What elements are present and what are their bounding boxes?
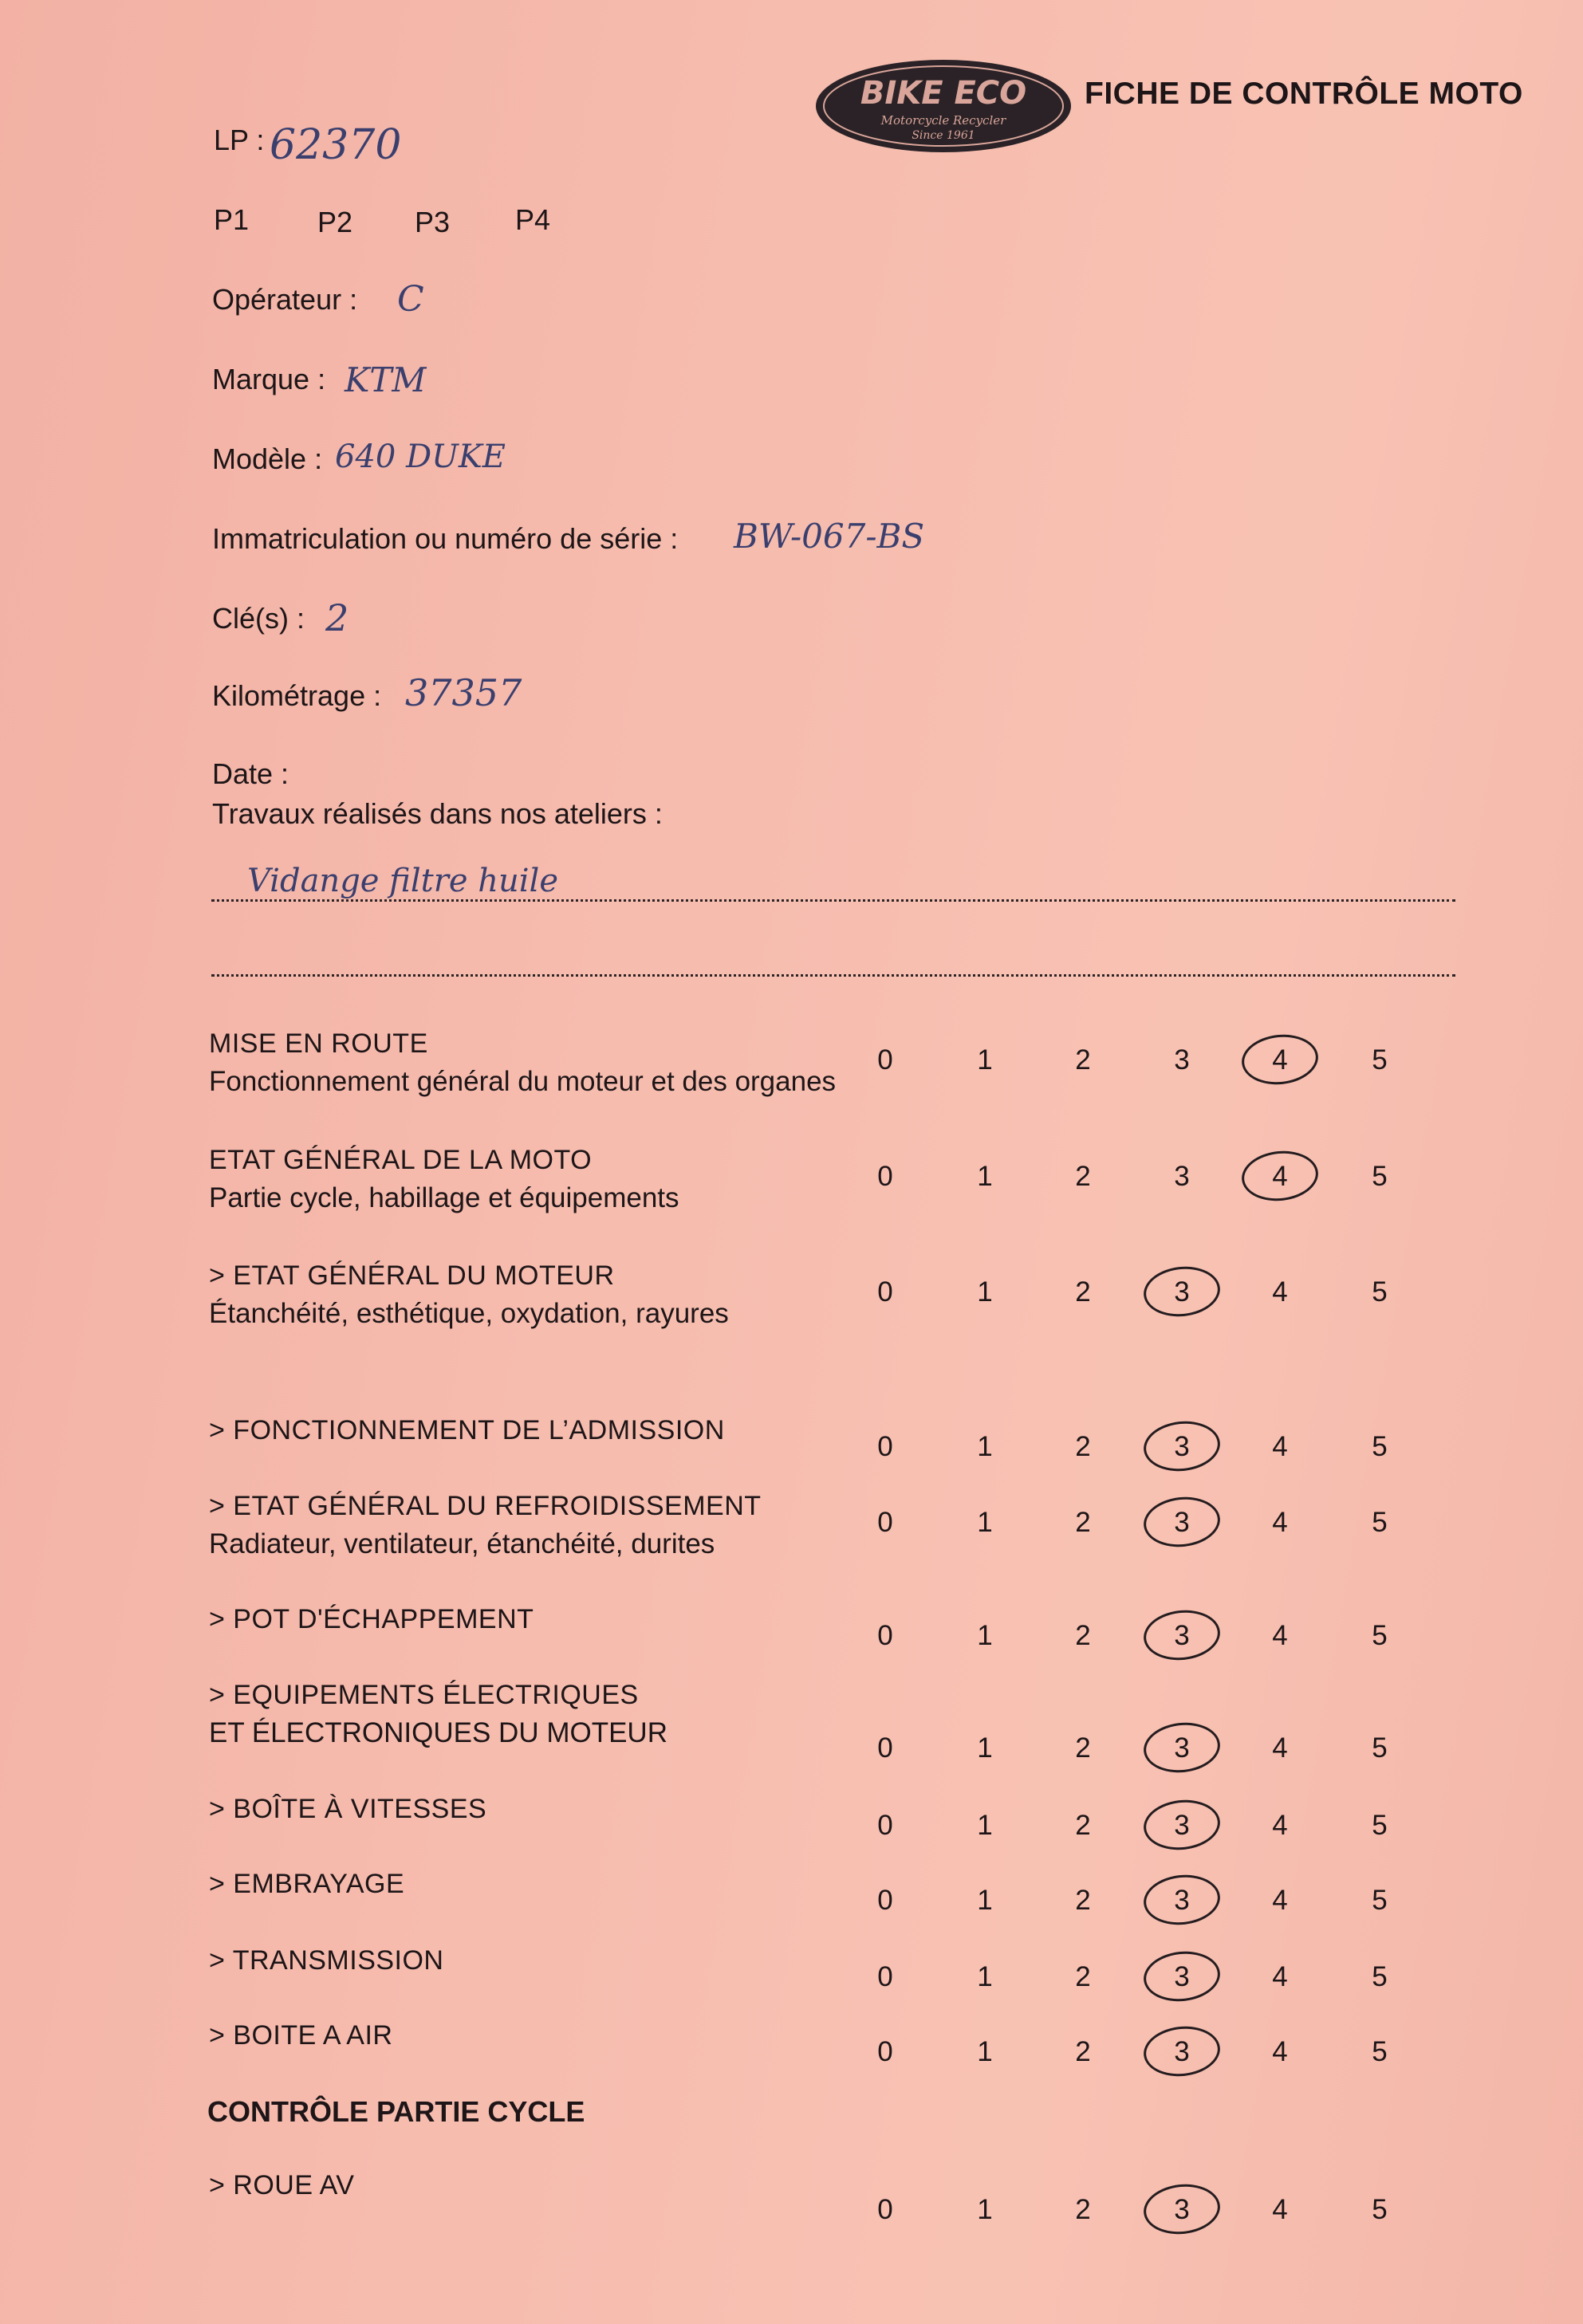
rating-option-4[interactable]: 4 bbox=[1272, 1961, 1288, 1992]
rating-option-3[interactable]: 3 bbox=[1174, 2036, 1190, 2067]
rating-option-1[interactable]: 1 bbox=[977, 1276, 993, 1307]
rating-option-5[interactable]: 5 bbox=[1372, 1732, 1388, 1764]
travaux-field[interactable]: Vidange filtre huile bbox=[247, 863, 559, 899]
rating-option-2[interactable]: 2 bbox=[1075, 1044, 1091, 1075]
rating-option-4[interactable]: 4 bbox=[1272, 1161, 1288, 1192]
rating-option-2[interactable]: 2 bbox=[1075, 1161, 1091, 1192]
rating-option-0[interactable]: 0 bbox=[877, 1885, 893, 1916]
rating-option-2[interactable]: 2 bbox=[1075, 2036, 1091, 2067]
travaux-label: Travaux réalisés dans nos ateliers : bbox=[212, 797, 663, 830]
rating-option-2[interactable]: 2 bbox=[1075, 1961, 1091, 1992]
selected-rating-circle bbox=[1141, 1418, 1223, 1475]
marque-field[interactable]: KTM bbox=[345, 360, 427, 399]
selected-rating-circle bbox=[1141, 1948, 1223, 2005]
rating-subtitle: Radiateur, ventilateur, étanchéité, durites bbox=[209, 1528, 715, 1559]
position-p2[interactable]: P2 bbox=[317, 206, 353, 238]
rating-title: > TRANSMISSION bbox=[209, 1945, 444, 1976]
rating-option-2[interactable]: 2 bbox=[1075, 1620, 1091, 1651]
selected-rating-circle bbox=[1141, 2023, 1223, 2080]
rating-option-5[interactable]: 5 bbox=[1372, 1961, 1388, 1992]
selected-rating-circle bbox=[1141, 1796, 1223, 1854]
rating-subtitle: ET ÉLECTRONIQUES DU MOTEUR bbox=[209, 1717, 667, 1748]
rating-option-4[interactable]: 4 bbox=[1272, 1885, 1288, 1916]
operateur-label: Opérateur : bbox=[212, 283, 358, 316]
selected-rating-circle bbox=[1141, 1606, 1223, 1664]
rating-option-1[interactable]: 1 bbox=[977, 1885, 993, 1916]
rating-option-1[interactable]: 1 bbox=[977, 1161, 993, 1192]
lp-label: LP : bbox=[214, 124, 265, 156]
rating-option-0[interactable]: 0 bbox=[877, 1620, 893, 1651]
rating-option-4[interactable]: 4 bbox=[1272, 1044, 1288, 1075]
rating-title: > POT D'ÉCHAPPEMENT bbox=[209, 1604, 534, 1634]
rating-title: > FONCTIONNEMENT DE L’ADMISSION bbox=[209, 1415, 725, 1445]
rating-option-1[interactable]: 1 bbox=[977, 1620, 993, 1651]
rating-option-5[interactable]: 5 bbox=[1372, 2036, 1388, 2067]
rating-option-3[interactable]: 3 bbox=[1174, 1620, 1190, 1651]
rating-option-0[interactable]: 0 bbox=[877, 1161, 893, 1192]
rating-option-2[interactable]: 2 bbox=[1075, 1507, 1091, 1538]
rating-option-3[interactable]: 3 bbox=[1174, 1431, 1190, 1462]
rating-option-5[interactable]: 5 bbox=[1372, 1431, 1388, 1462]
rating-title: MISE EN ROUTE bbox=[209, 1028, 428, 1059]
rating-option-2[interactable]: 2 bbox=[1075, 1732, 1091, 1764]
rating-title: > BOITE A AIR bbox=[209, 2020, 393, 2051]
modele-label: Modèle : bbox=[212, 442, 323, 475]
rating-option-5[interactable]: 5 bbox=[1372, 1620, 1388, 1651]
rating-option-0[interactable]: 0 bbox=[877, 2036, 893, 2067]
rating-subtitle: Fonctionnement général du moteur et des organes bbox=[209, 1066, 837, 1097]
kilometrage-field[interactable]: 37357 bbox=[405, 671, 522, 714]
rating-subtitle: Partie cycle, habillage et équipements bbox=[209, 1182, 679, 1213]
selected-rating-circle bbox=[1141, 2180, 1223, 2238]
marque-label: Marque : bbox=[212, 363, 326, 395]
rating-option-4[interactable]: 4 bbox=[1272, 2036, 1288, 2067]
rating-option-1[interactable]: 1 bbox=[977, 2036, 993, 2067]
selected-rating-circle bbox=[1239, 1147, 1321, 1205]
section-title: CONTRÔLE PARTIE CYCLE bbox=[207, 2095, 585, 2128]
rating-title: > EQUIPEMENTS ÉLECTRIQUES bbox=[209, 1680, 639, 1710]
travaux-line-1 bbox=[211, 899, 1455, 902]
rating-option-0[interactable]: 0 bbox=[877, 1044, 893, 1075]
rating-option-5[interactable]: 5 bbox=[1372, 1885, 1388, 1916]
rating-option-3[interactable]: 3 bbox=[1174, 2194, 1190, 2225]
selected-rating-circle bbox=[1141, 1263, 1223, 1320]
rating-option-5[interactable]: 5 bbox=[1372, 2194, 1388, 2225]
rating-option-5[interactable]: 5 bbox=[1372, 1044, 1388, 1075]
rating-option-5[interactable]: 5 bbox=[1372, 1810, 1388, 1841]
selected-rating-circle bbox=[1141, 1871, 1223, 1929]
rating-option-1[interactable]: 1 bbox=[977, 2194, 993, 2225]
rating-title: > ETAT GÉNÉRAL DU MOTEUR bbox=[209, 1260, 615, 1291]
travaux-line-2 bbox=[211, 974, 1455, 977]
modele-field[interactable]: 640 DUKE bbox=[335, 438, 506, 475]
rating-title: > ROUE AV bbox=[209, 2170, 355, 2200]
bike-eco-logo bbox=[812, 54, 1075, 158]
rating-option-3[interactable]: 3 bbox=[1174, 1732, 1190, 1764]
rating-option-0[interactable]: 0 bbox=[877, 1732, 893, 1764]
logo-tagline-text: Motorcycle Recycler bbox=[880, 113, 1006, 128]
kilometrage-label: Kilométrage : bbox=[212, 679, 382, 712]
rating-option-5[interactable]: 5 bbox=[1372, 1507, 1388, 1538]
logo-since-text: Since 1961 bbox=[912, 129, 975, 142]
rating-option-2[interactable]: 2 bbox=[1075, 2194, 1091, 2225]
rating-option-4[interactable]: 4 bbox=[1272, 1810, 1288, 1841]
rating-option-0[interactable]: 0 bbox=[877, 1276, 893, 1307]
rating-option-3[interactable]: 3 bbox=[1174, 1810, 1190, 1841]
rating-option-4[interactable]: 4 bbox=[1272, 1732, 1288, 1764]
rating-option-4[interactable]: 4 bbox=[1272, 1620, 1288, 1651]
rating-option-1[interactable]: 1 bbox=[977, 1961, 993, 1992]
rating-option-2[interactable]: 2 bbox=[1075, 1431, 1091, 1462]
rating-title: > BOÎTE À VITESSES bbox=[209, 1794, 487, 1824]
page-title: FICHE DE CONTRÔLE MOTO bbox=[1085, 77, 1523, 111]
rating-option-4[interactable]: 4 bbox=[1272, 1276, 1288, 1307]
rating-option-3[interactable]: 3 bbox=[1174, 1276, 1190, 1307]
rating-option-3[interactable]: 3 bbox=[1174, 1161, 1190, 1192]
rating-option-1[interactable]: 1 bbox=[977, 1507, 993, 1538]
rating-option-0[interactable]: 0 bbox=[877, 1961, 893, 1992]
rating-option-3[interactable]: 3 bbox=[1174, 1044, 1190, 1075]
rating-option-3[interactable]: 3 bbox=[1174, 1961, 1190, 1992]
rating-option-1[interactable]: 1 bbox=[977, 1044, 993, 1075]
logo-brand-text: BIKE ECO bbox=[860, 75, 1027, 112]
rating-option-2[interactable]: 2 bbox=[1075, 1276, 1091, 1307]
rating-option-2[interactable]: 2 bbox=[1075, 1810, 1091, 1841]
rating-option-5[interactable]: 5 bbox=[1372, 1161, 1388, 1192]
rating-title: > ETAT GÉNÉRAL DU REFROIDISSEMENT bbox=[209, 1491, 762, 1521]
selected-rating-circle bbox=[1141, 1719, 1223, 1776]
rating-option-1[interactable]: 1 bbox=[977, 1732, 993, 1764]
rating-subtitle: Étanchéité, esthétique, oxydation, rayures bbox=[209, 1298, 729, 1329]
cles-field[interactable]: 2 bbox=[325, 596, 349, 639]
rating-option-4[interactable]: 4 bbox=[1272, 2194, 1288, 2225]
selected-rating-circle bbox=[1141, 1493, 1223, 1551]
immat-label: Immatriculation ou numéro de série : bbox=[212, 522, 679, 555]
selected-rating-circle bbox=[1239, 1031, 1321, 1088]
rating-title: ETAT GÉNÉRAL DE LA MOTO bbox=[209, 1145, 593, 1175]
operateur-field[interactable]: C bbox=[397, 279, 424, 320]
rating-option-1[interactable]: 1 bbox=[977, 1810, 993, 1841]
position-p4[interactable]: P4 bbox=[515, 203, 551, 236]
rating-option-3[interactable]: 3 bbox=[1174, 1885, 1190, 1916]
rating-option-4[interactable]: 4 bbox=[1272, 1507, 1288, 1538]
cles-label: Clé(s) : bbox=[212, 602, 305, 635]
rating-option-0[interactable]: 0 bbox=[877, 2194, 893, 2225]
rating-option-5[interactable]: 5 bbox=[1372, 1276, 1388, 1307]
rating-option-0[interactable]: 0 bbox=[877, 1507, 893, 1538]
rating-title: > EMBRAYAGE bbox=[209, 1869, 405, 1899]
rating-option-2[interactable]: 2 bbox=[1075, 1885, 1091, 1916]
rating-option-1[interactable]: 1 bbox=[977, 1431, 993, 1462]
date-label: Date : bbox=[212, 757, 289, 790]
rating-option-0[interactable]: 0 bbox=[877, 1431, 893, 1462]
rating-option-4[interactable]: 4 bbox=[1272, 1431, 1288, 1462]
lp-field[interactable]: 62370 bbox=[270, 121, 402, 169]
rating-option-3[interactable]: 3 bbox=[1174, 1507, 1190, 1538]
rating-option-0[interactable]: 0 bbox=[877, 1810, 893, 1841]
position-p3[interactable]: P3 bbox=[415, 206, 451, 238]
immat-field[interactable]: BW-067-BS bbox=[734, 517, 925, 556]
position-p1[interactable]: P1 bbox=[214, 203, 250, 236]
